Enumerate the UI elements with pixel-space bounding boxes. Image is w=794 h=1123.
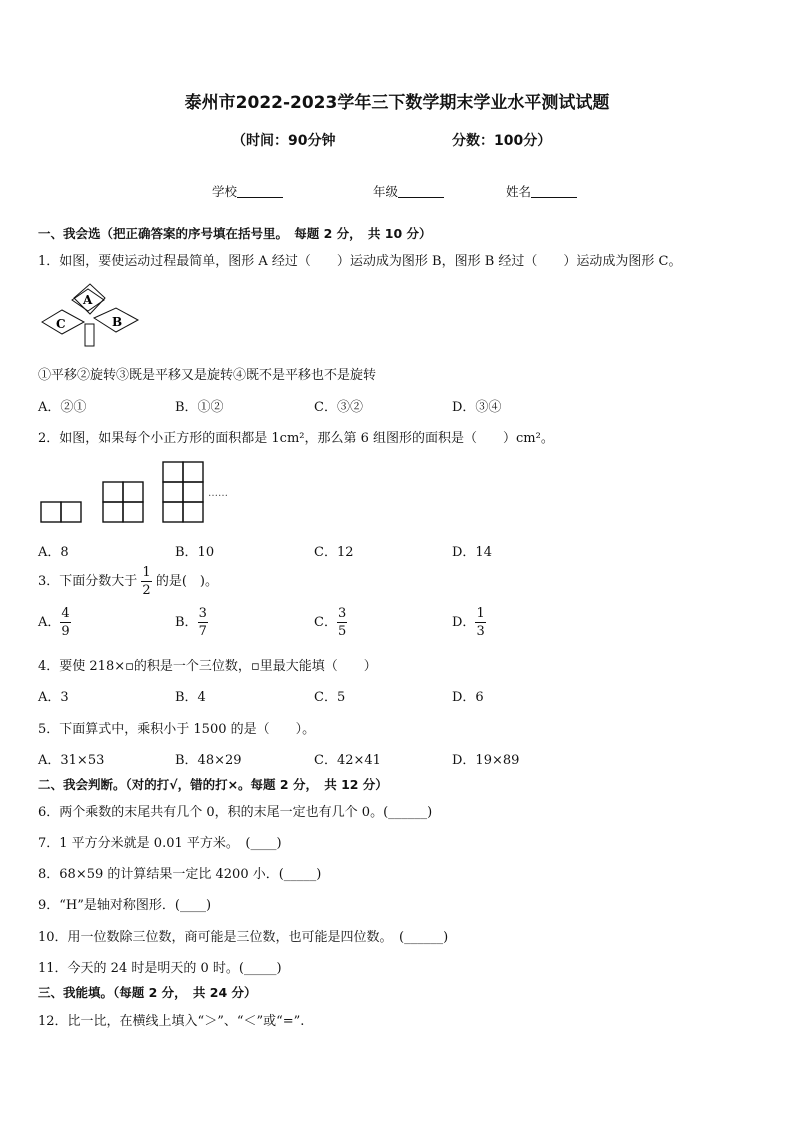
q3-option-a-label: A．	[38, 615, 61, 630]
grid-2-cell	[123, 482, 143, 502]
q5-option-a[interactable]: A．31×53	[38, 753, 105, 768]
q3-option-b-num: 3	[198, 606, 207, 621]
pivot-rect	[85, 324, 94, 346]
page-title: 泰州市2022-2023学年三下数学期末学业水平测试试题	[184, 93, 610, 113]
q3-fraction-num: 1	[142, 565, 151, 580]
judge-question-10[interactable]: 10．用一位数除三位数，商可能是三位数，也可能是四位数。 (______)	[38, 930, 449, 945]
grid-3-cell	[163, 502, 183, 522]
grid-2-cell	[103, 482, 123, 502]
grid-2-cell	[123, 502, 143, 522]
judge-question-11[interactable]: 11．今天的 24 时是明天的 0 时。(_____)	[38, 961, 282, 976]
question-1-text: 1．如图，要使运动过程最简单，图形 A 经过（ ）运动成为图形 B，图形 B 经过（ ）运动成为图形 C。	[38, 254, 682, 269]
q3-option-b-den: 7	[198, 624, 207, 639]
label-a: A	[83, 293, 93, 307]
question-12-text: 12．比一比，在横线上填入“＞”、“＜”或“=”.	[38, 1014, 305, 1029]
judge-question-8[interactable]: 8．68×59 的计算结果一定比 4200 小．(_____)	[38, 867, 322, 882]
label-c: C	[56, 317, 66, 331]
q5-option-d[interactable]: D．19×89	[452, 753, 520, 768]
q1-option-d[interactable]: D．③④	[452, 400, 502, 415]
exam-score: 分数：100分）	[452, 133, 552, 149]
q4-option-a[interactable]: A．3	[38, 690, 69, 705]
q3-text-before: 3．下面分数大于	[38, 574, 138, 589]
q2-option-c[interactable]: C．12	[314, 545, 354, 560]
q4-option-d[interactable]: D．6	[452, 690, 484, 705]
q4-option-b[interactable]: B．4	[175, 690, 206, 705]
grade-field[interactable]	[373, 182, 444, 200]
grid-3-cell	[183, 502, 203, 522]
q3-fraction-den: 2	[142, 583, 151, 598]
school-field[interactable]	[212, 182, 283, 200]
q3-option-d-num: 1	[476, 606, 485, 621]
judge-question-6[interactable]: 6．两个乘数的末尾共有几个 0，积的末尾一定也有几个 0。(______)	[38, 805, 433, 820]
q2-option-b[interactable]: B．10	[175, 545, 215, 560]
grid-1-cell	[41, 502, 61, 522]
q1-option-a[interactable]: A．②①	[38, 400, 87, 415]
q1-option-b[interactable]: B．①②	[175, 400, 224, 415]
q2-option-d[interactable]: D．14	[452, 545, 492, 560]
q3-option-c-num: 3	[337, 606, 347, 621]
q3-option-c[interactable]	[314, 607, 347, 638]
grid-3-cell	[183, 482, 203, 502]
grid-3-cell	[183, 462, 203, 482]
pattern-ellipsis: ……	[208, 488, 228, 499]
question-4-text: 4．要使 218×▫的积是一个三位数，▫里最大能填（ ）	[38, 659, 377, 674]
question-3-text	[38, 566, 218, 597]
grid-3-cell	[163, 462, 183, 482]
q1-option-c[interactable]: C．③②	[314, 400, 363, 415]
question-1-choices-note: ①平移②旋转③既是平移又是旋转④既不是平移也不是旋转	[38, 368, 377, 383]
q3-option-a[interactable]	[38, 607, 71, 638]
q3-option-c-label: C．	[314, 615, 337, 630]
q5-option-b[interactable]: B．48×29	[175, 753, 242, 768]
q3-option-a-den: 9	[61, 624, 70, 639]
grid-1-cell	[61, 502, 81, 522]
question-2-text: 2．如图，如果每个小正方形的面积都是 1cm²，那么第 6 组图形的面积是（ ）cm²。	[38, 431, 554, 446]
exam-time: （时间：90分钟	[232, 133, 336, 149]
school-label: 学校	[212, 184, 238, 199]
q4-option-c[interactable]: C．5	[314, 690, 346, 705]
q3-option-d-den: 3	[476, 624, 485, 639]
section-1-heading: 一、我会选（把正确答案的序号填在括号里。 每题 2 分， 共 10 分）	[38, 226, 432, 241]
grid-2-cell	[103, 502, 123, 522]
q3-option-c-den: 5	[337, 624, 347, 639]
section-3-heading: 三、我能填。（每题 2 分， 共 24 分）	[38, 985, 257, 1000]
q3-fraction	[141, 566, 151, 597]
q3-option-b[interactable]	[175, 607, 208, 638]
q3-text-after: 的是( )。	[155, 574, 218, 589]
name-field[interactable]	[506, 182, 577, 200]
rotation-figure	[38, 280, 143, 350]
q5-option-c[interactable]: C．42×41	[314, 753, 381, 768]
grade-label: 年级	[373, 184, 399, 199]
q3-option-d[interactable]	[452, 607, 486, 638]
square-pattern-figure	[38, 460, 238, 526]
judge-question-7[interactable]: 7．1 平方分米就是 0.01 平方米。 (____)	[38, 836, 282, 851]
q3-option-b-label: B．	[175, 615, 198, 630]
q3-option-d-label: D．	[452, 615, 476, 630]
q3-option-a-num: 4	[61, 606, 70, 621]
question-5-text: 5．下面算式中，乘积小于 1500 的是（ ）。	[38, 722, 316, 737]
q2-option-a[interactable]: A．8	[38, 545, 69, 560]
grid-3-cell	[163, 482, 183, 502]
name-label: 姓名	[506, 184, 532, 199]
section-2-heading: 二、我会判断。（对的打√，错的打×。每题 2 分， 共 12 分）	[38, 777, 388, 792]
judge-question-9[interactable]: 9．“H”是轴对称图形．(____)	[38, 898, 212, 913]
label-b: B	[112, 315, 123, 329]
